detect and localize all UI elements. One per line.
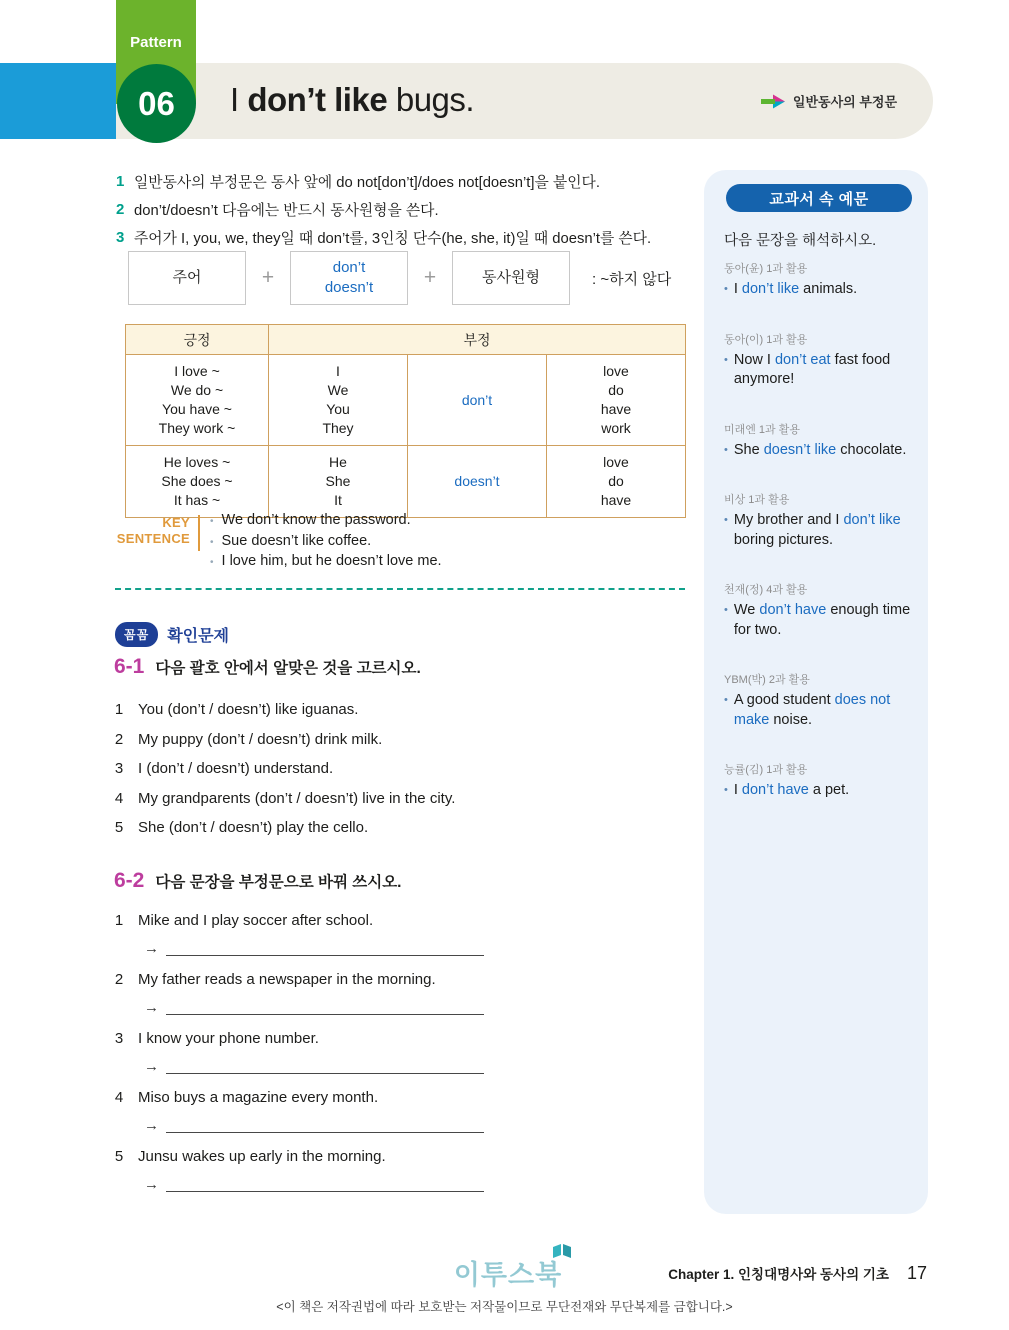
key-label-line2: SENTENCE [116, 531, 190, 546]
pattern-number-circle [117, 64, 196, 143]
bullet-icon: • [724, 514, 728, 526]
arrow-icon: → [144, 1117, 159, 1134]
q61-title [114, 655, 704, 679]
footer-chapter-line [668, 1263, 927, 1284]
example-sentence [724, 601, 914, 640]
key-sentence-item [210, 532, 442, 553]
formula-diagram [128, 251, 671, 305]
table-row [126, 355, 686, 446]
q62-answer-row [144, 940, 704, 956]
cell-line: She does ~ [161, 473, 233, 489]
dashed-divider [115, 588, 685, 590]
sidebar-instruction: 다음 문장을 해석하시오. [724, 233, 877, 249]
arrow-icon: → [144, 1176, 159, 1193]
formula-verb-box [452, 251, 570, 305]
cell-line: He [329, 454, 347, 470]
formula-meaning: : ~하지 않다 [592, 270, 672, 288]
cell-line: He loves ~ [163, 454, 231, 470]
q62-answer-row [144, 1117, 704, 1133]
q62-item [114, 908, 704, 956]
plain-text: Now I [733, 351, 775, 368]
item-text: You (don’t / doesn’t) like iguanas. [138, 701, 359, 719]
rule-number: 1 [116, 172, 125, 190]
q62-sentence [114, 908, 704, 932]
formula-verb: 동사원형 [482, 269, 540, 286]
key-label-divider [198, 515, 200, 551]
example-text [734, 280, 857, 300]
check-title: 확인문제 [167, 628, 230, 645]
table-header-positive: 긍정 [126, 325, 269, 355]
plain-text: a pet. [808, 782, 850, 798]
item-number: 5 [114, 819, 124, 837]
table-header-negative: 부정 [269, 325, 686, 355]
q62-sentence [114, 1026, 704, 1050]
q62-item [114, 967, 704, 1015]
q62-answer-row [144, 1176, 704, 1192]
key-sentence-item [210, 511, 442, 532]
cell-line: love [603, 363, 629, 379]
cell-line: They work ~ [158, 420, 236, 436]
highlighted-phrase: don’t have [741, 782, 809, 798]
question-section-6-2 [114, 869, 704, 1203]
plain-text: noise. [769, 711, 813, 728]
key-sentence-text: I love him, but he doesn’t love me. [221, 553, 442, 569]
formula-aux-1: don’t [332, 259, 366, 276]
plain-text: chocolate. [836, 441, 907, 458]
answer-blank [166, 1058, 484, 1074]
q62-prompt: 다음 문장을 부정문으로 바꿔 쓰시오. [155, 874, 402, 891]
cell-line: have [600, 401, 632, 417]
q62-sentence [114, 1085, 704, 1109]
highlighted-phrase: don’t like [741, 281, 800, 297]
example-source-label: 동아(윤) 1과 활용 [724, 263, 808, 275]
formula-subject-box [128, 251, 246, 305]
example-text [734, 511, 914, 550]
header-tag [761, 92, 897, 111]
cell-line: It has ~ [173, 492, 221, 508]
example-text [734, 601, 914, 640]
highlighted-phrase: don’t like [843, 512, 901, 528]
q61-item [114, 784, 704, 814]
page-number: 17 [906, 1263, 927, 1283]
plain-text: We [733, 602, 760, 618]
cell-line: do [608, 382, 624, 398]
highlighted-phrase: don’t eat [774, 351, 831, 368]
cell-line: do [608, 473, 624, 489]
cell-line: have [600, 492, 632, 508]
bullet-icon: • [724, 443, 728, 456]
key-sentence-list [210, 511, 442, 573]
q62-item [114, 1026, 704, 1074]
example-source-label: 비상 1과 활용 [724, 494, 790, 506]
book-icon [553, 1244, 573, 1259]
cell-line: You have ~ [162, 401, 232, 417]
q62-sentence [114, 967, 704, 991]
cell-line: I [336, 363, 340, 379]
item-text: I know your phone number. [138, 1029, 319, 1047]
cell-line: work [601, 420, 631, 436]
arrow-icon: → [144, 1058, 159, 1075]
table-header-row [126, 325, 686, 355]
key-sentence-item [210, 552, 442, 573]
q62-answer-row [144, 999, 704, 1015]
answer-blank [166, 999, 484, 1015]
example-source-label: 천재(정) 4과 활용 [724, 584, 808, 596]
plain-text: enough time for two. [733, 602, 911, 638]
textbook-example [724, 421, 914, 461]
cell-line: You [326, 401, 350, 417]
example-source-label: 미래엔 1과 활용 [724, 423, 800, 436]
positive-cell [126, 355, 269, 446]
bullet-icon: • [210, 536, 214, 548]
pattern-number: 06 [138, 84, 175, 122]
cell-line: They [322, 420, 354, 436]
rule-number: 2 [116, 200, 125, 218]
q61-item [114, 695, 704, 725]
header-tag-label: 일반동사의 부정문 [792, 94, 897, 110]
grammar-table [125, 324, 686, 518]
q62-sentence [114, 1144, 704, 1168]
title-pre: I [230, 81, 248, 119]
grammar-rule [116, 195, 651, 223]
example-text [734, 441, 907, 461]
question-section-6-1 [114, 655, 704, 843]
example-text [734, 351, 914, 390]
plain-text: I [733, 281, 742, 297]
q61-number: 6-1 [114, 655, 145, 678]
item-number: 1 [114, 701, 124, 719]
example-text [734, 691, 914, 730]
item-text: Mike and I play soccer after school. [138, 911, 374, 929]
q62-number: 6-2 [114, 869, 145, 892]
cell-line: She [325, 473, 351, 489]
copyright-notice: <이 책은 저작권법에 따라 보호받는 저작물이므로 무단전재와 무단복제를 금합니다.> [276, 1300, 733, 1314]
example-source-label: 능률(김) 1과 활용 [724, 764, 808, 776]
example-sentence [724, 781, 914, 801]
plain-text: A good student [733, 692, 835, 708]
cell-line: I love ~ [174, 363, 220, 379]
q61-item [114, 813, 704, 843]
rule-text: don’t/doesn’t 다음에는 반드시 동사원형을 쓴다. [134, 202, 439, 219]
example-sentence [724, 511, 914, 550]
textbook-example [724, 260, 914, 300]
highlighted-phrase: does not make [733, 692, 891, 728]
grammar-rule [116, 223, 651, 251]
sidebar-example-list [724, 260, 914, 801]
grammar-rules [116, 167, 651, 251]
q61-item [114, 725, 704, 755]
item-number: 1 [114, 911, 124, 929]
example-source-label: YBM(박) 2과 활용 [724, 674, 810, 686]
q62-answer-row [144, 1058, 704, 1074]
arrow-icon: → [144, 940, 159, 957]
plus-sign: + [423, 266, 437, 289]
textbook-example [724, 491, 914, 550]
publisher-logo-text: 이투스북 [453, 1260, 563, 1290]
bullet-icon: • [724, 784, 728, 796]
cell-line: It [334, 492, 342, 508]
item-number: 5 [114, 1147, 124, 1165]
bullet-icon: • [724, 283, 728, 295]
plain-text: animals. [799, 281, 858, 297]
header-bar [116, 63, 933, 139]
item-number: 4 [114, 1088, 124, 1106]
answer-blank [166, 1176, 484, 1192]
example-sentence [724, 280, 914, 300]
sidebar-title: 교과서 속 예문 [769, 190, 869, 208]
verb-cell [547, 446, 686, 518]
key-sentence-label [110, 511, 190, 573]
example-source-label: 동아(이) 1과 활용 [724, 333, 808, 346]
formula-subject: 주어 [172, 269, 202, 286]
grammar-table-body [126, 355, 686, 518]
check-badge: 꼼꼼 [115, 622, 158, 647]
highlighted-phrase: doesn’t like [763, 441, 837, 458]
key-label-line1: KEY [162, 515, 190, 530]
highlighted-phrase: don’t have [759, 602, 827, 618]
textbook-example [724, 671, 914, 730]
sidebar-title-pill [726, 184, 912, 212]
answer-blank [166, 1117, 484, 1133]
key-sentence-section [110, 511, 442, 573]
title-post: bugs. [387, 81, 475, 119]
item-number: 4 [114, 789, 124, 807]
q62-items [114, 908, 704, 1192]
aux-cell: doesn’t [408, 446, 547, 518]
textbook-example [724, 761, 914, 801]
subject-cell [269, 355, 408, 446]
rule-text: 일반동사의 부정문은 동사 앞에 do not[don’t]/does not[doesn’t]을 붙인다. [134, 174, 600, 191]
page-title [230, 81, 474, 119]
cell-line: We [327, 382, 349, 398]
plain-text: boring pictures. [733, 531, 833, 548]
q62-title [114, 869, 704, 893]
positive-cell [126, 446, 269, 518]
title-bold: don’t like [247, 81, 388, 119]
arrow-right-icon [761, 94, 785, 108]
q62-item [114, 1144, 704, 1192]
item-text: Miso buys a magazine every month. [138, 1088, 379, 1106]
item-text: She (don’t / doesn’t) play the cello. [138, 819, 369, 837]
chapter-title: Chapter 1. 인칭대명사와 동사의 기초 [668, 1267, 889, 1282]
textbook-example [724, 331, 914, 390]
bullet-icon: • [210, 516, 214, 527]
answer-blank [166, 940, 484, 956]
table-row [126, 446, 686, 518]
cell-line: We do ~ [170, 382, 224, 398]
bullet-icon: • [210, 557, 214, 568]
plain-text: She [733, 441, 764, 458]
formula-aux-box [290, 251, 408, 305]
item-text: My grandparents (don’t / doesn’t) live in the city. [138, 789, 456, 807]
item-text: My father reads a newspaper in the morning. [138, 970, 436, 988]
aux-cell: don’t [408, 355, 547, 446]
example-sentence [724, 351, 914, 390]
key-sentence-text: Sue doesn’t like coffee. [221, 532, 372, 549]
item-text: Junsu wakes up early in the morning. [138, 1147, 386, 1165]
pattern-label: Pattern [130, 34, 182, 51]
cell-line: love [603, 454, 629, 470]
q61-prompt: 다음 괄호 안에서 알맞은 것을 고르시오. [155, 660, 421, 677]
rule-number: 3 [116, 228, 125, 246]
item-number: 2 [114, 730, 124, 748]
example-sentence [724, 441, 914, 461]
example-text [734, 781, 849, 801]
item-text: My puppy (don’t / doesn’t) drink milk. [138, 730, 383, 748]
plain-text: fast food anymore! [733, 351, 891, 387]
grammar-rule [116, 167, 651, 195]
item-number: 2 [114, 970, 124, 988]
formula-aux-2: doesn’t [324, 279, 374, 296]
arrow-icon: → [144, 999, 159, 1016]
header-left-blue-block [0, 63, 116, 139]
subject-cell [269, 446, 408, 518]
item-number: 3 [114, 760, 124, 778]
item-text: I (don’t / doesn’t) understand. [138, 760, 334, 778]
rule-text: 주어가 I, you, we, they일 때 don’t를, 3인칭 단수(he, she, it)일 때 doesn’t를 쓴다. [134, 230, 652, 247]
item-number: 3 [114, 1029, 124, 1047]
example-sentence [724, 691, 914, 730]
bullet-icon: • [724, 353, 728, 366]
verb-cell [547, 355, 686, 446]
textbook-example [724, 581, 914, 640]
check-problems-header [115, 622, 229, 647]
textbook-examples-sidebar [704, 170, 928, 1214]
q61-item [114, 754, 704, 784]
bullet-icon: • [724, 694, 728, 706]
bullet-icon: • [724, 604, 728, 616]
key-sentence-text: We don’t know the password. [221, 512, 411, 528]
publisher-logo [433, 1253, 583, 1292]
q62-item [114, 1085, 704, 1133]
q61-items [114, 695, 704, 843]
plus-sign: + [261, 266, 275, 289]
plain-text: My brother and I [733, 512, 844, 528]
plain-text: I [733, 782, 742, 798]
